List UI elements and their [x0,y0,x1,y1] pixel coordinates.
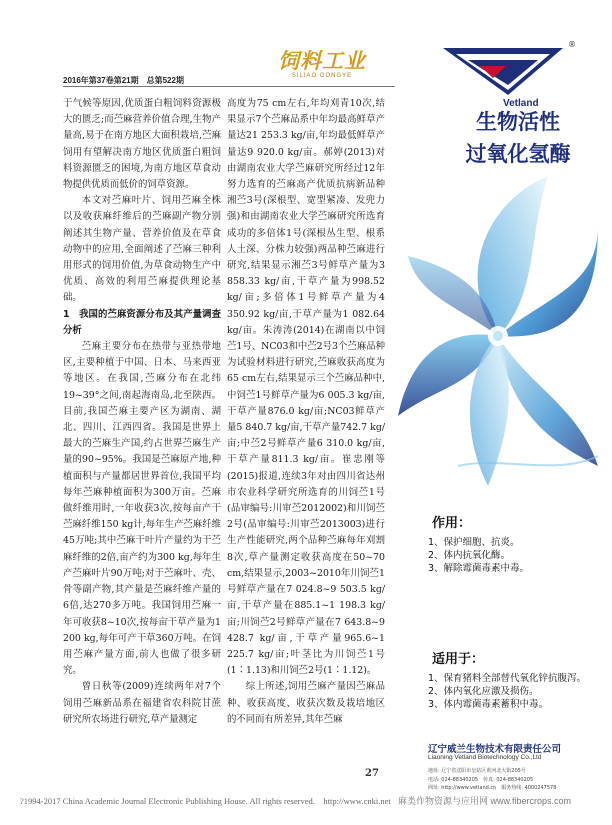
paragraph: 苎麻主要分布在热带与亚热带地区,主要种植于中国、日本、马来西亚等地区。在我国,苎麻分布在北纬19~39°之间,南起海南岛,北至陕西。目前,我国苎麻主要产区为湖南、湖北、四川、江西四省。我国是世界上最大的苎麻生产国,约占世界苎麻生产量的90~95%。我国是苎麻原产地,种植面积与产量都居世界首位,我国平均每年苎麻种植面积为300万亩。苎麻做纤维用时,一年收获3次,按每亩产干苎麻纤维150 kg计,每年生产苎麻纤维45万吨;其中苎麻干叶片产量约为干苎麻纤维的2倍,亩产约为300 kg,每年生产苎麻叶片90万吨;对于苎麻叶、壳、骨等副产物,其产量是苎麻纤维产量的6倍,达270多万吨。我国饲用苎麻一年可收获8~10次,按每亩干草产量为1 200 kg,每年可产干草360万吨。在饲用苎麻产量方面,前人也做了很多研究。 [63,341,221,677]
product-title-line2: 过氧化氢酶 [465,142,571,166]
paragraph: 于气候等原因,优质蛋白粗饲料资源极大的匮乏;而苎麻营养价值合理,生物产量高,易于在南方地区大面积栽培,苎麻饲用有望解决南方地区优质蛋白粗饲料资源匮乏的困境,为南方地区草食动物提供优质而低价的饲草资源。 [63,98,221,191]
paragraph: 本文对苎麻叶片、饲用苎麻全株以及收获麻纤维后的苎麻副产物分别阐述其生物产量、营养价值及在草食动物中的应用,全面阐述了苎麻三种利用形式的饲用价值,为草食动物生产中优质、高效的利用苎麻提供理论基础。 [63,195,221,304]
list-item: 1、保育猪料全部替代氧化锌抗腹泻。 [428,673,587,684]
list-item: 1、保护细胞、抗炎。 [428,537,520,548]
section-heading: 1 我国的苎麻资源分布及其产量调查分析 [63,308,221,336]
product-title-line1: 生物活性 [476,110,560,134]
functions-heading: 作用： [432,516,472,531]
registered-mark: ® [568,40,576,49]
paragraph: 曾日秋等(2009)连续两年对7个饲用苎麻新品系在福建省农科院甘蔗研究所农场进行研究,草产量测定 [63,681,221,725]
flower-artwork-icon [398,166,598,506]
list-item: 2、体内抗氧化酶。 [428,550,511,561]
footer-watermark: 麻类作物资源与应用网 www.fibercrops.com [398,796,572,806]
contact-line: 电话: 024-88340205 传真: 024-88340205 [428,776,534,783]
list-item: 2、体内氧化应激及损伤。 [428,686,539,697]
issue-info: 2016年第37卷第21期 总第522期 [63,76,184,85]
vetland-logo-icon [438,40,568,102]
brand-name: Vetland [503,98,539,109]
journal-name: 饲料工业 [278,48,366,73]
functions-list [428,536,593,575]
company-name-en: Liaoning Vetland Biotechnology Co.,Ltd [428,754,542,761]
footer-copyright: ?1994-2017 China Academic Journal Electronic Publishing House. All rights reserved. http://www.cnki.net [20,796,391,806]
header-rule [63,86,395,87]
uses-list [428,672,593,711]
contact-line: 网址: http://www.vetland.cn 服务热线: 4000247578 [428,785,557,791]
page-number: 27 [365,768,379,779]
company-contact [428,767,593,793]
advertisement [398,36,598,796]
journal-pinyin: SILIAO GONGYE [291,73,353,79]
paragraph: 综上所述,饲用苎麻产量因苎麻品种、收获高度、收获次数及栽培地区的不同而有所差异,其年苎麻 [227,681,385,725]
article-column-left [63,96,221,728]
article-column-right [227,96,385,728]
uses-heading: 适用于： [432,652,485,667]
contact-line: 地址: 辽宁省沈阳市皇姑区黄河北大街205号 [428,768,526,774]
list-item: 3、解除霉菌毒素中毒。 [428,563,530,574]
list-item: 3、体内霉菌毒素蓄积中毒。 [428,699,549,710]
paragraph: 高度为75 cm左右,年均刈青10次,结果显示7个苎麻品系中年均最高鲜草产量达21 253.3 kg/亩,年均最低鲜草产量达9 920.0 kg/亩。郝婷(2013)对由湖南农业大学苎麻研究所经过12年努力选育的苎麻高产优质抗病新品种湘苎3号(深根型、宽型紧凑、发兜力强)和由湖南农业大学苎麻研究所选育成功的多倍体1号(深根丛生型、根系人土深、分株力较强)两品种苎麻进行研究,结果显示湘苎3号鲜草产量为3 858.33 kg/亩,干草产量为998.52 kg/亩;多倍体1号鲜草产量为4 350.92 kg/亩,干草产量为1 082.64 kg/亩。朱涛涛(2014)在湖南以中饲苎1号、NC03和中苎2号3个苎麻品种为试验材料进行研究,苎麻收获高度为65 cm左右,结果显示三个苎麻品种中,中饲苎1号鲜草产量为6 005.3 kg/亩,干草产量876.0 kg/亩;NC03鲜草产量5 840.7 kg/亩,干草产量742.7 kg/亩;中苎2号鲜草产量6 310.0 kg/亩,干草产量811.3 kg/亩。崔忠刚等(2015)报道,连续3年对由四川省达州市农业科学研究所选育的川饲苎1号(品审编号:川审苎2012002)和川饲苎2号(品审编号:川审苎2013003)进行生产性能研究,两个品种苎麻每年刈割8次,草产量测定收获高度在50~70 cm,结果显示,2003~2010年川饲苎1号鲜草产量在7 024.8~9 503.5 kg/亩,干草产量在885.1~1 198.3 kg/亩;川饲苎2号鲜草产量在7 643.8~9 428.7 kg/亩,干草产量965.6~1 225.7 kg/亩;叶茎比为川饲苎1号(1∶1.13)和川饲苎2号(1∶1.12)。 [227,98,385,677]
journal-logo [278,45,366,79]
product-title [438,106,598,170]
company-name-cn: 辽宁威兰生物技术有限责任公司 [428,744,562,755]
